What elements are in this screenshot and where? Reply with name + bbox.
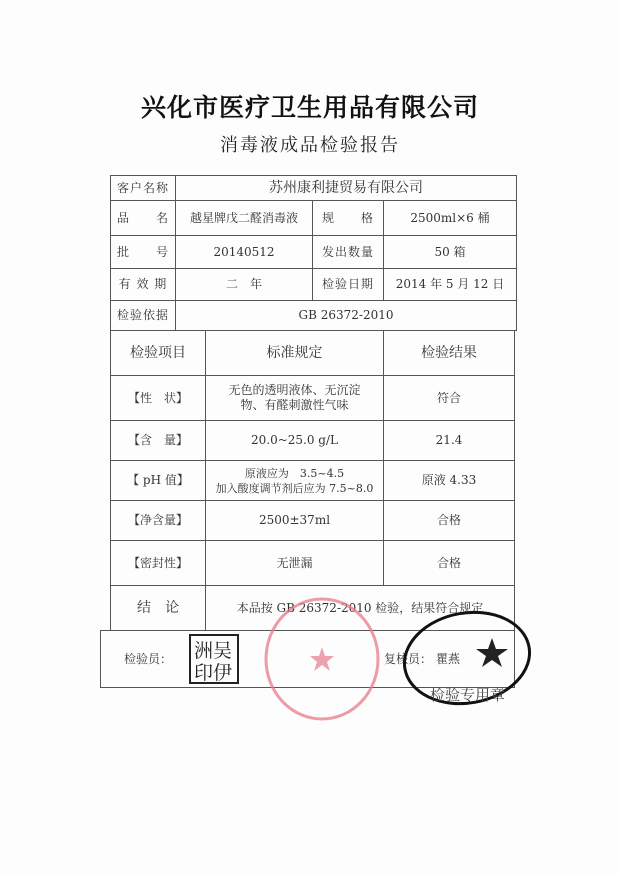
date-label: 检验日期 [312, 268, 384, 301]
report-title: 消毒液成品检验报告 [220, 135, 400, 156]
row-item: 【密封性】 [110, 540, 206, 586]
spec-value: 2500ml×6 桶 [383, 200, 517, 236]
svg-text:检验专用章: 检验专用章 [430, 686, 506, 704]
company-title: 兴化市医疗卫生用品有限公司 [140, 93, 479, 122]
row-standard: 无色的透明液体、无沉淀物、有醛刺激性气味 [205, 375, 384, 421]
row-standard: 20.0~25.0 g/L [205, 420, 384, 461]
row-item: 【含 量】 [110, 420, 206, 461]
qty-label: 发出数量 [312, 235, 384, 269]
conclusion-value: 本品按 GB 26372-2010 检验，结果符合规定 [205, 585, 515, 631]
row-item: 【 pH 值】 [110, 460, 206, 501]
product-value: 越星牌戊二醛消毒液 [175, 200, 313, 236]
validity-label: 有 效 期 [110, 268, 176, 301]
row-result: 21.4 [383, 420, 515, 461]
row-result: 合格 [383, 500, 515, 541]
row-standard: 2500±37ml [205, 500, 384, 541]
basis-label: 检验依据 [110, 300, 176, 331]
conclusion-label: 结 论 [110, 585, 206, 631]
spec-label: 规 格 [312, 200, 384, 236]
row-result: 合格 [383, 540, 515, 586]
inspector-seal-icon [188, 633, 240, 685]
customer-label: 客户名称 [110, 175, 176, 201]
row-standard: 无泄漏 [205, 540, 384, 586]
svg-text:印伊: 印伊 [194, 662, 233, 684]
header-result: 检验结果 [383, 330, 515, 376]
validity-value: 二 年 [175, 268, 313, 301]
black-inspection-seal-icon [400, 608, 535, 708]
row-item: 【性 状】 [110, 375, 206, 421]
basis-value: GB 26372-2010 [175, 300, 517, 331]
customer-value: 苏州康利捷贸易有限公司 [175, 175, 517, 201]
batch-label: 批 号 [110, 235, 176, 269]
reviewer-label: 复核员： [384, 652, 433, 666]
row-result: 符合 [383, 375, 515, 421]
row-item: 【净含量】 [110, 500, 206, 541]
row-result: 原液 4.33 [383, 460, 515, 501]
qty-value: 50 箱 [383, 235, 517, 269]
header-standard: 标准规定 [205, 330, 384, 376]
header-item: 检验项目 [110, 330, 206, 376]
reviewer-name: 瞿燕 [436, 652, 461, 666]
red-quality-seal-icon [262, 595, 382, 723]
date-value: 2014 年 5 月 12 日 [383, 268, 517, 301]
product-label: 品 名 [110, 200, 176, 236]
inspector-label: 检验员： [124, 652, 173, 666]
row-standard: 原液应为 3.5~4.5 加入酸度调节剂后应为 7.5~8.0 [205, 460, 384, 501]
batch-value: 20140512 [175, 235, 313, 269]
svg-text:洲吴: 洲吴 [194, 640, 233, 662]
